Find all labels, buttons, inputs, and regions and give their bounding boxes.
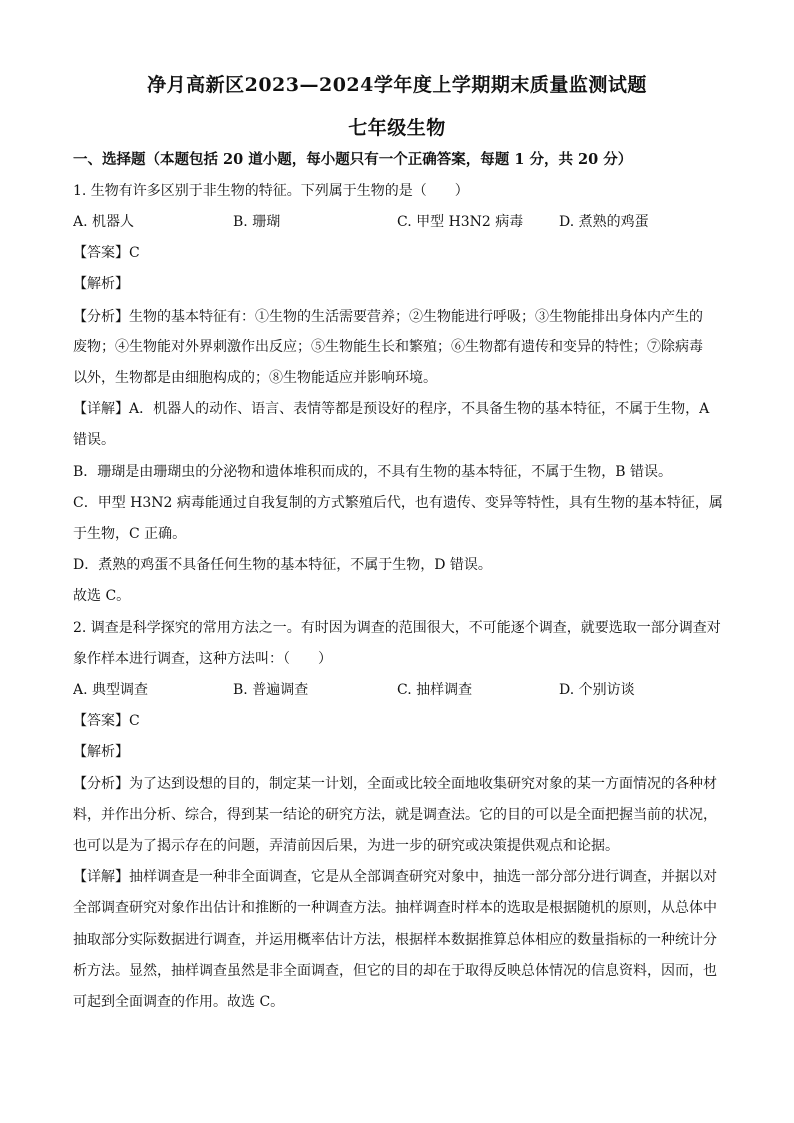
page-subtitle: 七年级生物 bbox=[348, 117, 446, 139]
q1-option-b: B. 珊瑚 bbox=[233, 214, 281, 230]
q1-fenxi-line: 以外，生物都是由细胞构成的；⑧生物能适应并影响环境。 bbox=[73, 370, 437, 386]
q2-xiangjie-line: 析方法。显然，抽样调查虽然是非全面调查，但它的目的却在于取得反映总体情况的信息资料，因而，也 bbox=[73, 963, 717, 979]
answer-tag: 【答案】 bbox=[73, 713, 129, 729]
q1-xiangjie-line: 错误。 bbox=[73, 432, 115, 448]
q1-xiangjie-line: C．甲型 H3N2 病毒能通过自我复制的方式繁殖后代，也有遗传、变异等特性，具有生物的基本特征，属 bbox=[73, 495, 723, 511]
q2-answer bbox=[73, 711, 723, 731]
q2-xiangjie-line: 可起到全面调查的作用。故选 C。 bbox=[73, 994, 285, 1010]
q2-options bbox=[73, 680, 723, 700]
fenxi-text: 生物的基本特征有：①生物的生活需要营养；②生物能进行呼吸；③生物能排出身体内产生的 bbox=[129, 309, 703, 325]
q2-option-d: D. 个别访谈 bbox=[559, 682, 635, 698]
q2-option-a: A. 典型调查 bbox=[73, 682, 149, 698]
q1-analysis-tag: 【解析】 bbox=[73, 276, 129, 292]
q2-fenxi-line: 也可以是为了揭示存在的问题，弄清前因后果，为进一步的研究或决策提供观点和论据。 bbox=[73, 838, 619, 854]
q2-option-c: C. 抽样调查 bbox=[397, 682, 473, 698]
q2-analysis-tag: 【解析】 bbox=[73, 744, 129, 760]
q2-fenxi-line: 料，并作出分析、综合，得到某一结论的研究方法，就是调查法。它的目的可以是全面把握当前的状况， bbox=[73, 807, 717, 823]
q1-xiangjie-line: B．珊瑚是由珊瑚虫的分泌物和遗体堆积而成的，不具有生物的基本特征，不属于生物，B 错误。 bbox=[73, 464, 673, 480]
answer-value: C bbox=[129, 713, 140, 729]
q1-options bbox=[73, 212, 723, 232]
q2-xiangjie-line: 抽取部分实际数据进行调查，并运用概率估计方法，根据样本数据推算总体相应的数量指标的一种统计分 bbox=[73, 932, 717, 948]
section-heading: 一、选择题（本题包括 20 道小题，每小题只有一个正确答案，每题 1 分，共 20 分） bbox=[73, 151, 633, 168]
q1-answer bbox=[73, 243, 723, 263]
q1-option-d: D. 煮熟的鸡蛋 bbox=[559, 214, 649, 230]
q1-xiangjie-line: 故选 C。 bbox=[73, 588, 131, 604]
xiangjie-text: 抽样调查是一种非全面调查，它是从全部调查研究对象中，抽选一部分部分进行调查，并据以对 bbox=[129, 869, 717, 885]
xiangjie-tag: 【详解】 bbox=[73, 401, 129, 417]
q1-xiangjie-line: 于生物，C 正确。 bbox=[73, 526, 187, 542]
fenxi-text: 为了达到设想的目的，制定某一计划，全面或比较全面地收集研究对象的某一方面情况的各种材 bbox=[129, 776, 717, 792]
answer-value: C bbox=[129, 245, 140, 261]
q1-fenxi-line bbox=[73, 307, 723, 327]
q2-stem: 象作样本进行调查，这种方法叫：（ ） bbox=[73, 651, 332, 667]
q2-option-b: B. 普遍调查 bbox=[233, 682, 309, 698]
q2-stem: 2. 调查是科学探究的常用方法之一。有时因为调查的范围很大，不可能逐个调查，就要选取一部分调查对 bbox=[73, 620, 721, 636]
xiangjie-tag: 【详解】 bbox=[73, 869, 129, 885]
xiangjie-text: A．机器人的动作、语言、表情等都是预设好的程序，不具备生物的基本特征，不属于生物，A bbox=[129, 401, 710, 417]
page-title: 净月高新区2023—2024学年度上学期期末质量监测试题 bbox=[147, 74, 647, 96]
q1-option-c: C. 甲型 H3N2 病毒 bbox=[397, 214, 524, 230]
fenxi-tag: 【分析】 bbox=[73, 309, 129, 325]
q1-fenxi-line: 废物；④生物能对外界刺激作出反应；⑤生物能生长和繁殖；⑥生物都有遗传和变异的特性；⑦除病毒 bbox=[73, 339, 703, 355]
answer-tag: 【答案】 bbox=[73, 245, 129, 261]
q1-stem: 1. 生物有许多区别于非生物的特征。下列属于生物的是（ ） bbox=[73, 183, 469, 199]
q2-xiangjie-line: 全部调查研究对象作出估计和推断的一种调查方法。抽样调查时样本的选取是根据随机的原则，从总体中 bbox=[73, 900, 717, 916]
q1-xiangjie-line: D．煮熟的鸡蛋不具备任何生物的基本特征，不属于生物，D 错误。 bbox=[73, 557, 492, 573]
q1-option-a: A. 机器人 bbox=[73, 214, 135, 230]
fenxi-tag: 【分析】 bbox=[73, 776, 129, 792]
q2-fenxi-line bbox=[73, 774, 723, 794]
q1-xiangjie-line bbox=[73, 399, 723, 419]
q2-xiangjie-line bbox=[73, 867, 723, 887]
